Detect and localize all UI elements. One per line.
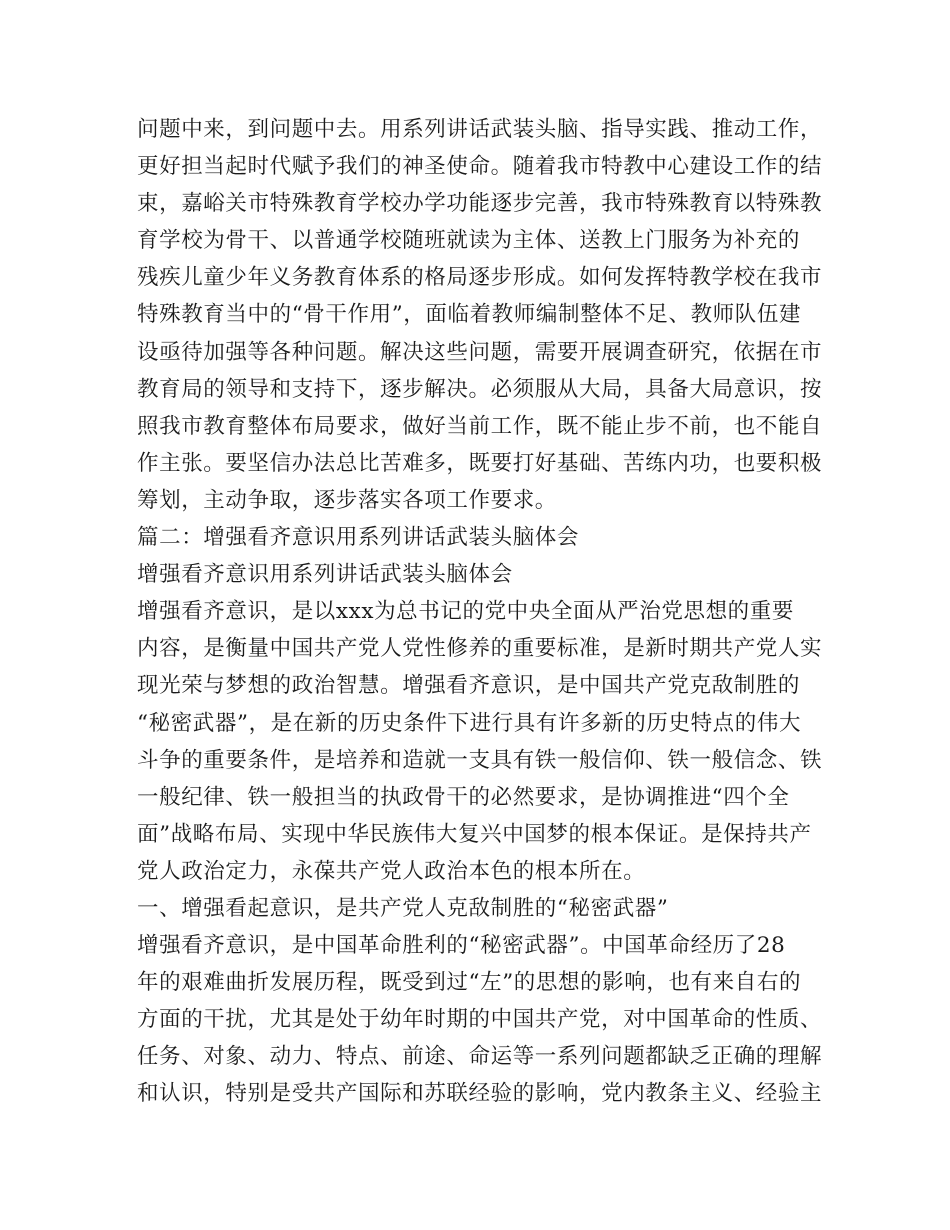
section-heading: 篇二：增强看齐意识用系列讲话武装头脑体会 xyxy=(137,525,580,551)
text-line: 现光荣与梦想的政治智慧。增强看齐意识，是中国共产党克敌制胜的 xyxy=(137,673,801,699)
text-line: 增强看齐意识，是中国革命胜利的“秘密武器”。中国革命经历了28 xyxy=(137,933,786,959)
text-line: 问题中来，到问题中去。用系列讲话武装头脑、指导实践、推动工作， xyxy=(137,117,823,142)
text-line: 年的艰难曲折发展历程，既受到过“左”的思想的影响，也有来自右的 xyxy=(137,970,802,996)
text-line: 一般纪律、铁一般担当的执政骨干的必然要求，是协调推进“四个全 xyxy=(137,784,790,810)
text-line: “秘密武器”，是在新的历史条件下进行具有许多新的历史特点的伟大 xyxy=(137,710,802,736)
text-line: 和认识，特别是受共产国际和苏联经验的影响，党内教条主义、经验主 xyxy=(137,1081,823,1107)
text-line: 筹划，主动争取，逐步落实各项工作要求。 xyxy=(137,487,557,513)
text-line: 育学校为骨干、以普通学校随班就读为主体、送教上门服务为补充的 xyxy=(137,228,801,254)
text-line: 作主张。要坚信办法总比苦难多，既要打好基础、苦练内功，也要积极 xyxy=(137,450,823,476)
text-line: 教育局的领导和支持下，逐步解决。必须服从大局，具备大局意识，按 xyxy=(137,376,823,402)
text-line: 内容，是衡量中国共产党人党性修养的重要标准，是新时期共产党人实 xyxy=(137,636,823,662)
text-line: 斗争的重要条件，是培养和造就一支具有铁一般信仰、铁一般信念、铁 xyxy=(137,747,823,773)
text-line: 党人政治定力，永葆共产党人政治本色的根本所在。 xyxy=(137,858,646,884)
text-line: 更好担当起时代赋予我们的神圣使命。随着我市特教中心建设工作的结 xyxy=(137,154,823,180)
text-line: 束，嘉峪关市特殊教育学校办学功能逐步完善，我市特殊教育以特殊教 xyxy=(137,191,823,217)
document-body xyxy=(137,111,827,1113)
text-line: 残疾儿童少年义务教育体系的格局逐步形成。如何发挥特教学校在我市 xyxy=(137,265,823,291)
text-line: 照我市教育整体布局要求，做好当前工作，既不能止步不前，也不能自 xyxy=(137,413,823,439)
text-line: 特殊教育当中的“骨干作用”，面临着教师编制整体不足、教师队伍建 xyxy=(137,302,802,328)
subsection-heading: 一、增强看起意识，是共产党人克敌制胜的“秘密武器” xyxy=(137,895,669,921)
text-line: 增强看齐意识，是以xxx为总书记的党中央全面从严治党思想的重要 xyxy=(137,599,794,625)
text-line: 面”战略布局、实现中华民族伟大复兴中国梦的根本保证。是保持共产 xyxy=(137,821,812,847)
text-line: 设亟待加强等各种问题。解决这些问题，需要开展调查研究，依据在市 xyxy=(137,339,823,365)
article-title: 增强看齐意识用系列讲话武装头脑体会 xyxy=(137,562,513,588)
text-line: 任务、对象、动力、特点、前途、命运等一系列问题都缺乏正确的理解 xyxy=(137,1044,823,1070)
text-line: 方面的干扰，尤其是处于幼年时期的中国共产党，对中国革命的性质、 xyxy=(137,1007,823,1033)
